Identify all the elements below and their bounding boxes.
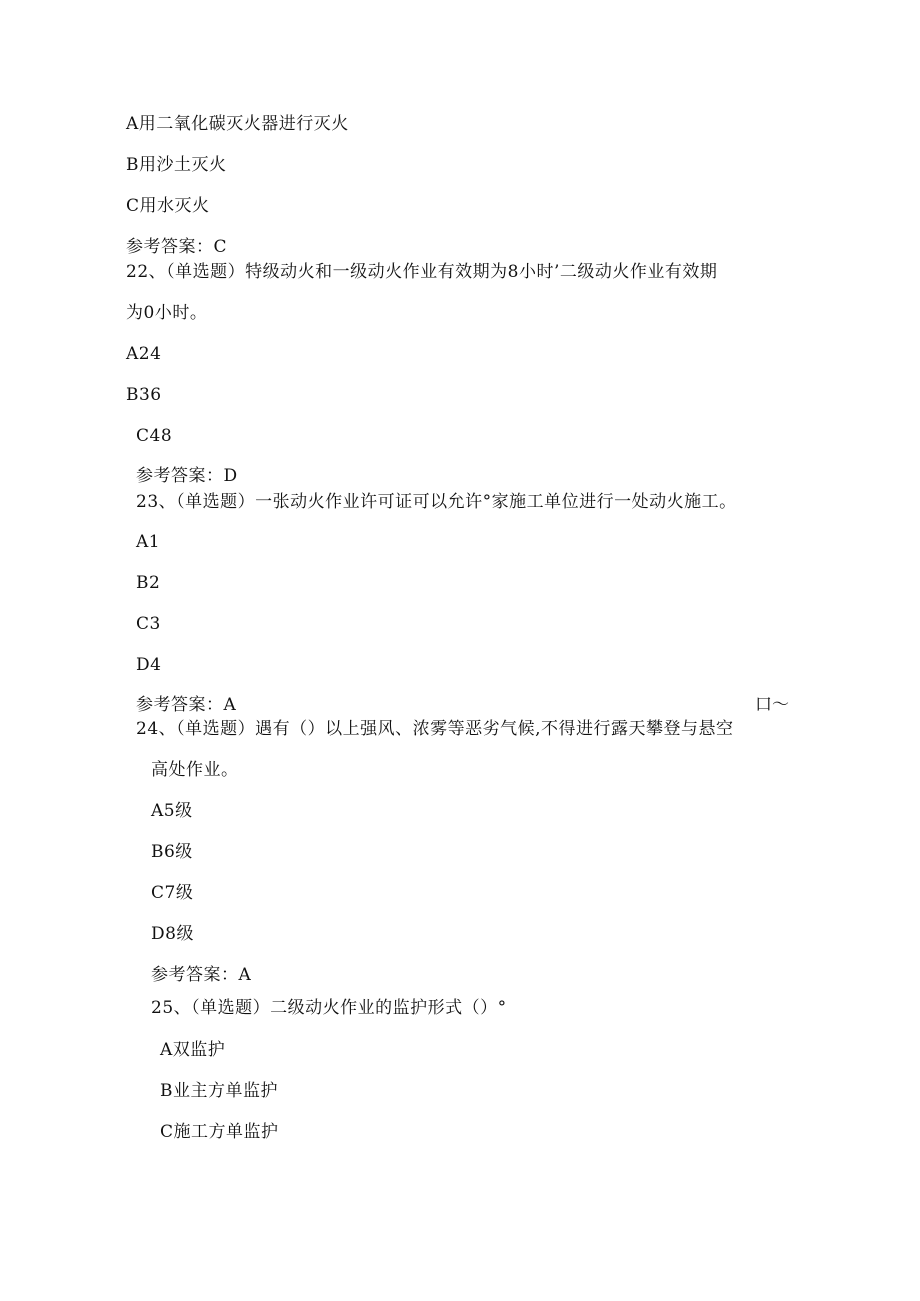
q22-stem-line1: 22、（单选题）特级动火和一级动火作业有效期为8小时’二级动火作业有效期: [126, 262, 718, 282]
q21-option-c: C用水灭火: [126, 196, 210, 216]
q23-option-c: C3: [136, 614, 161, 634]
q24-option-a: A5级: [151, 801, 193, 821]
q21-option-b: B用沙土灭火: [126, 155, 227, 175]
q24-option-c: C7级: [151, 883, 194, 903]
q24-stem-line1: 24、（单选题）遇有（）以上强风、浓雾等恶劣气候,不得进行露天攀登与悬空: [136, 719, 734, 739]
q25-stem: 25、（单选题）二级动火作业的监护形式（）°: [151, 998, 507, 1018]
q25-option-a: A双监护: [160, 1040, 226, 1060]
q24-option-b: B6级: [151, 842, 193, 862]
q23-answer: 参考答案：A: [136, 695, 237, 715]
q24-option-d: D8级: [151, 924, 194, 944]
q25-option-b: B业主方单监护: [160, 1081, 278, 1101]
margin-mark: 口〜: [755, 695, 789, 715]
q22-stem-line2: 为0小时。: [126, 303, 208, 323]
q23-option-a: A1: [136, 532, 161, 552]
q22-option-b: B36: [126, 385, 162, 405]
q23-stem: 23、（单选题）一张动火作业许可证可以允许°家施工单位进行一处动火施工。: [136, 492, 737, 512]
q25-option-c: C施工方单监护: [160, 1122, 279, 1142]
q24-answer: 参考答案：A: [151, 965, 252, 985]
q21-answer: 参考答案：C: [126, 237, 228, 257]
q22-answer: 参考答案：D: [136, 466, 238, 486]
q21-option-a: A用二氧化碳灭火器进行灭火: [126, 114, 349, 134]
q22-option-a: A24: [126, 344, 162, 364]
q22-option-c: C48: [136, 426, 173, 446]
q23-option-b: B2: [136, 573, 161, 593]
q23-option-d: D4: [136, 655, 162, 675]
q24-stem-line2: 高处作业。: [151, 760, 239, 780]
